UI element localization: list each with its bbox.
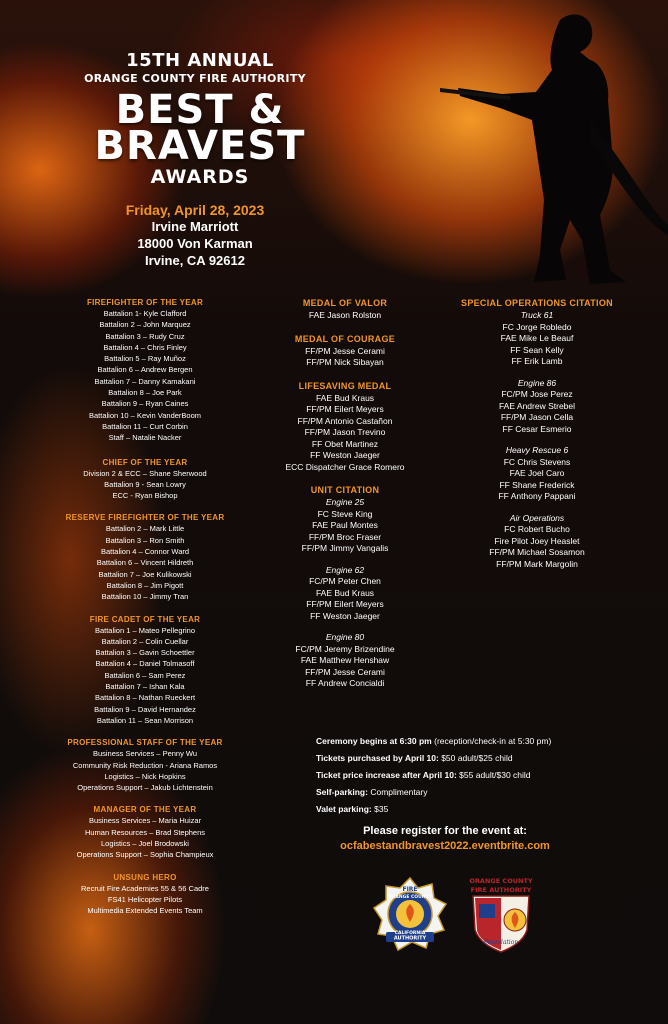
- award-recipient: Battalion 2 – Colin Cuellar: [101, 636, 189, 646]
- award-recipient: FF Weston Jaeger: [310, 450, 380, 460]
- award-recipient: Battalion 3 – Ron Smith: [105, 535, 185, 545]
- award-recipient: Battalion 2 – Mark Little: [105, 524, 185, 534]
- award-recipient: Battalion 10 – Jimmy Tran: [101, 592, 189, 602]
- award-recipient: Battalion 2 – John Marquez: [99, 320, 191, 330]
- award-recipient: Battalion 6 – Sam Perez: [104, 670, 186, 680]
- unit-name: Engine 80: [325, 632, 365, 642]
- award-recipient: Logistics – Joel Brodowski: [101, 838, 189, 848]
- title-bravest: BRAVEST: [94, 123, 306, 169]
- venue-name: Irvine Marriott: [151, 219, 239, 234]
- unit-name: Heavy Rescue 6: [505, 445, 569, 455]
- title-awards: AWARDS: [150, 166, 250, 188]
- event-info-value: $35: [374, 804, 389, 814]
- unit-name: Truck 61: [520, 310, 554, 320]
- agency-name: ORANGE COUNTY FIRE AUTHORITY: [84, 72, 306, 85]
- award-recipient: Battalion 6 – Vincent Hildreth: [96, 558, 194, 568]
- event-date: Friday, April 28, 2023: [125, 202, 265, 218]
- unit-group: [270, 497, 420, 555]
- award-section: [270, 380, 420, 474]
- event-info-value: (reception/check-in at 5:30 pm): [434, 736, 552, 746]
- badge-ring-text: ORANGE COUNTY: [388, 895, 432, 900]
- award-recipient: FF/PM Jimmy Vangalis: [301, 543, 389, 553]
- award-recipient: FS41 Helicopter Pilots: [107, 894, 183, 904]
- unit-group: [456, 513, 618, 571]
- register-prompt: Please register for the event at:: [363, 825, 527, 837]
- award-recipient: Battalion 10 – Kevin VanderBoom: [88, 410, 202, 420]
- award-recipient: Recruit Fire Academies 55 & 56 Cadre: [81, 883, 209, 893]
- badge-banner-text: AUTHORITY: [393, 935, 427, 942]
- award-recipient: Battalion 3 – Rudy Cruz: [105, 331, 185, 341]
- event-info: [316, 733, 636, 818]
- award-recipient: Business Services – Penny Wu: [92, 749, 198, 759]
- award-heading: SPECIAL OPERATIONS CITATION: [461, 298, 613, 308]
- award-recipient: Battalion 5 – Ray Muñoz: [104, 354, 186, 364]
- award-recipient: ECC - Ryan Bishop: [112, 491, 178, 501]
- award-recipient: Battalion 4 – Daniel Tolmasoff: [95, 659, 195, 669]
- firefighter-silhouette: [440, 0, 668, 300]
- award-recipient: FF Shane Frederick: [499, 479, 575, 490]
- award-heading: FIREFIGHTER OF THE YEAR: [86, 298, 204, 307]
- award-recipient: FF Andrew Concialdi: [305, 678, 385, 688]
- foundation-logo: [465, 874, 537, 954]
- award-recipient: Battalion 7 – Joe Kulikowski: [98, 569, 192, 579]
- award-recipient: FC/PM Jose Perez: [501, 389, 573, 399]
- ocfa-badge-logo: [372, 876, 448, 952]
- event-info-line: [316, 750, 636, 767]
- event-info-label: Tickets purchased by April 10:: [316, 753, 439, 763]
- award-recipient: Battalion 9 – Ryan Caines: [101, 399, 189, 409]
- event-info-value: Complimentary: [370, 787, 428, 797]
- award-recipient: FAE Andrew Strebel: [498, 400, 576, 411]
- foundation-middle-text: FIRE AUTHORITY: [470, 886, 532, 894]
- award-recipient: Battalion 8 – Joe Park: [108, 388, 182, 398]
- event-info-line: [316, 801, 636, 818]
- unit-group: [456, 378, 618, 436]
- award-recipient: FAE Paul Montes: [312, 520, 378, 530]
- award-section: [60, 737, 230, 793]
- award-recipient: Community Risk Reduction - Ariana Ramos: [72, 760, 218, 770]
- award-section: [270, 484, 420, 690]
- award-recipient: FF Anthony Pappani: [498, 491, 576, 501]
- award-recipient: FF/PM Jason Trevino: [304, 427, 386, 437]
- award-recipient: Operations Support – Sophia Champieux: [76, 850, 214, 860]
- award-recipient: Battalion 7 – Danny Kamakani: [94, 376, 196, 386]
- award-heading: UNIT CITATION: [310, 485, 380, 495]
- award-recipient: FAE Joel Caro: [509, 468, 565, 478]
- event-info-value: $50 adult/$25 child: [441, 753, 513, 763]
- award-recipient: FF/PM Eilert Meyers: [306, 599, 384, 609]
- award-recipient: Business Services – Maria Huizar: [88, 816, 202, 826]
- event-info-label: Ticket price increase after April 10:: [316, 770, 457, 780]
- award-recipient: Battalion 9 - Sean Lowry: [104, 479, 186, 489]
- event-info-label: Valet parking:: [316, 804, 372, 814]
- award-recipient: FAE Mike Le Beauf: [500, 333, 574, 343]
- award-recipient: Battalion 3 – Gavin Schoettler: [95, 648, 195, 658]
- venue-street: 18000 Von Karman: [137, 236, 253, 251]
- award-recipient: FC Chris Stevens: [503, 456, 571, 467]
- award-recipient: FF/PM Mark Margolin: [496, 558, 578, 569]
- badge-top-text: FIRE: [402, 886, 418, 893]
- event-info-label: Self-parking:: [316, 787, 368, 797]
- award-recipient: Staff – Natalie Nacker: [108, 433, 182, 443]
- award-recipient: Division 2 & ECC – Shane Sherwood: [83, 468, 207, 478]
- award-recipient: FF Erik Lamb: [511, 356, 563, 366]
- award-heading: PROFESSIONAL STAFF OF THE YEAR: [67, 738, 223, 748]
- award-section: [270, 297, 420, 322]
- award-recipient: FC/PM Peter Chen: [309, 576, 381, 586]
- event-info-value: $55 adult/$30 child: [459, 770, 531, 780]
- foundation-bottom-text: Foundation: [483, 939, 519, 946]
- award-recipient: Fire Pilot Joey Heaslet: [494, 535, 580, 546]
- award-recipient: FC Steve King: [317, 508, 373, 519]
- award-recipient: Operations Support – Jakub Lichtenstein: [77, 783, 213, 793]
- award-recipient: FAE Jason Rolston: [308, 310, 382, 320]
- unit-group: [270, 565, 420, 623]
- award-section: [60, 804, 230, 860]
- award-section: [60, 512, 230, 602]
- award-recipient: Multimedia Extended Events Team: [87, 906, 203, 916]
- award-recipient: FF/PM Nick Sibayan: [306, 357, 384, 367]
- unit-group: [456, 310, 618, 368]
- award-section: [60, 457, 230, 502]
- award-recipient: Battalion 1- Kyle Clafford: [103, 309, 187, 318]
- event-info-label: Ceremony begins at 6:30 pm: [316, 736, 432, 746]
- award-recipient: Battalion 8 – Nathan Rueckert: [94, 693, 196, 703]
- event-info-line: [316, 767, 636, 784]
- left-award-column: [60, 297, 230, 927]
- award-heading: CHIEF OF THE YEAR: [102, 457, 188, 467]
- award-recipient: FAE Bud Kraus: [315, 587, 375, 598]
- award-recipient: FF/PM Jesse Cerami: [305, 666, 385, 677]
- award-recipient: Battalion 4 – Connor Ward: [100, 547, 190, 557]
- award-heading: RESERVE FIREFIGHTER OF THE YEAR: [65, 513, 225, 523]
- event-info-line: [316, 784, 636, 801]
- award-recipient: FF/PM Jason Cella: [500, 412, 574, 422]
- unit-name: Engine 86: [517, 377, 557, 388]
- badge-bottom-text: CALIFORNIA: [394, 931, 426, 936]
- award-heading: LIFESAVING MEDAL: [298, 380, 392, 391]
- award-heading: MEDAL OF VALOR: [302, 298, 388, 308]
- award-heading: UNSUNG HERO: [113, 872, 177, 882]
- award-section: [60, 614, 230, 727]
- award-recipient: FF/PM Michael Sosamon: [489, 547, 585, 557]
- award-recipient: Battalion 8 – Jim Pigott: [106, 580, 184, 590]
- award-recipient: FF/PM Eilert Meyers: [306, 404, 384, 414]
- award-recipient: Human Resources – Brad Stephens: [84, 827, 206, 837]
- award-recipient: FF Obet Martinez: [311, 438, 379, 449]
- award-recipient: Battalion 11 – Sean Morrison: [96, 715, 194, 725]
- award-section: [60, 872, 230, 917]
- award-recipient: FF/PM Broc Fraser: [308, 531, 382, 542]
- award-recipient: FF Sean Kelly: [510, 344, 564, 355]
- award-recipient: Battalion 9 – David Hernandez: [94, 704, 196, 714]
- foundation-top-text: ORANGE COUNTY: [469, 877, 533, 885]
- award-recipient: FAE Bud Kraus: [315, 392, 375, 403]
- award-recipient: FC Robert Bucho: [504, 524, 570, 534]
- award-heading: MEDAL OF COURAGE: [294, 333, 396, 344]
- unit-group: [456, 445, 618, 503]
- award-recipient: FF/PM Antonio Castañon: [297, 415, 393, 426]
- unit-name: Engine 62: [325, 564, 365, 575]
- register-url[interactable]: ocfabestandbravest2022.eventbrite.com: [340, 840, 550, 852]
- award-section: [60, 297, 230, 444]
- award-recipient: FF Cesar Esmerio: [502, 423, 572, 434]
- award-recipient: Battalion 11 – Curt Corbin: [102, 421, 188, 431]
- award-recipient: FF Weston Jaeger: [310, 610, 380, 621]
- award-recipient: Battalion 7 – Ishan Kala: [105, 682, 185, 692]
- right-award-column: [456, 297, 618, 580]
- award-section: [270, 333, 420, 369]
- award-recipient: Battalion 6 – Andrew Bergen: [97, 365, 193, 375]
- award-recipient: FC/PM Jeremy Brizendine: [295, 643, 395, 654]
- unit-name: Air Operations: [509, 512, 565, 523]
- award-heading: MANAGER OF THE YEAR: [93, 805, 197, 815]
- award-recipient: ECC Dispatcher Grace Romero: [285, 461, 405, 472]
- unit-name: Engine 25: [325, 497, 365, 507]
- award-recipient: Logistics – Nick Hopkins: [104, 771, 186, 781]
- unit-group: [270, 632, 420, 690]
- award-recipient: Battalion 4 – Chris Finley: [103, 342, 187, 352]
- venue-city: Irvine, CA 92612: [145, 253, 245, 268]
- award-recipient: FC Jorge Robledo: [502, 321, 572, 332]
- award-recipient: FAE Matthew Henshaw: [300, 655, 390, 665]
- event-info-line: [316, 733, 636, 750]
- award-heading: FIRE CADET OF THE YEAR: [89, 614, 201, 624]
- award-recipient: FF/PM Jesse Cerami: [305, 345, 385, 356]
- award-recipient: Battalion 1 – Mateo Pellegrino: [94, 625, 196, 635]
- annual-label: 15TH ANNUAL: [126, 50, 274, 71]
- middle-award-column: [270, 297, 420, 701]
- title-best: BEST &: [115, 87, 285, 133]
